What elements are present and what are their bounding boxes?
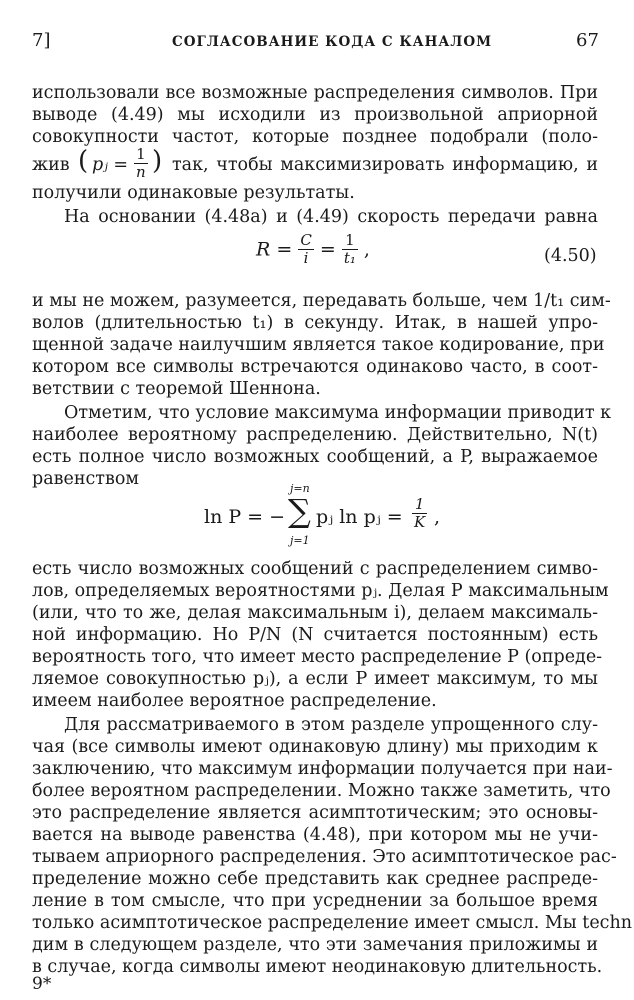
- text-line-with-formula: [32, 146, 598, 180]
- equation-number: (4.50): [544, 246, 597, 266]
- formula-fraction: [134, 146, 148, 181]
- paren-close: ): [152, 146, 163, 176]
- fraction-numerator: 1: [412, 496, 427, 514]
- text-line: лов, определяемых вероятностями pⱼ. Делая P максимальным: [32, 581, 609, 601]
- page-number: 67: [576, 30, 599, 51]
- text-line: щенной задаче наилучшим является такое кодирование, при: [32, 335, 605, 355]
- text-line: котором все символы встречаются одинаково часто, в соот-: [32, 357, 598, 377]
- eq-lhs: ln P = −: [204, 506, 286, 528]
- text-line: ной информацию. Но P/N (N считается постоянным) есть: [32, 625, 598, 645]
- text-line: наиболее вероятному распределению. Действительно, N(t): [32, 425, 598, 445]
- text-line: выводе (4.49) мы исходили из произвольной априорной: [32, 105, 598, 125]
- fraction-numerator: 1: [342, 232, 358, 250]
- text-line: в случае, когда символы имеют неодинаковую длительность.: [32, 957, 603, 977]
- text-line: тываем априорного распределения. Это асимптотическое рас-: [32, 847, 617, 867]
- text-line: вероятность того, что имеет место распределение P (опреде-: [32, 647, 603, 667]
- fraction-numerator: C: [300, 231, 312, 249]
- fraction-denominator: t₁: [343, 249, 356, 267]
- fraction-numerator: 1: [134, 146, 148, 164]
- text-line: имеем наиболее вероятное распределение.: [32, 691, 437, 711]
- fraction-denominator: i: [303, 249, 309, 267]
- text-line: получили одинаковые результаты.: [32, 183, 355, 203]
- text-line: пределение можно себе представить как среднее распреде-: [32, 869, 598, 889]
- text-line: ление в том смысле, что при усреднении за большое время: [32, 891, 598, 911]
- text-line: совокупности частот, которые позднее подобрали (поло-: [32, 127, 598, 147]
- text-line: использовали все возможные распределения символов. При: [32, 83, 598, 103]
- section-number: 7]: [32, 30, 51, 51]
- text-line: более вероятном распределении. Можно также заметить, что: [32, 781, 611, 801]
- fraction-denominator: K: [414, 513, 426, 531]
- text-line: равенством: [32, 469, 139, 489]
- sum-lower-limit: j=1: [290, 534, 310, 547]
- text-line: ляемое совокупностью pⱼ), а если P имеет максимум, то мы: [32, 669, 598, 689]
- eq-sign: =: [319, 238, 336, 261]
- text-line: дим в следующем разделе, что эти замечания приложимы и: [32, 935, 598, 955]
- eq-fraction-1: [298, 232, 313, 267]
- eq-fraction: [412, 496, 427, 531]
- text-line: На основании (4.48а) и (4.49) скорость передачи равна: [64, 207, 598, 227]
- text-line: Отметим, что условие максимума информации приводит к: [64, 403, 612, 423]
- text-line: и мы не можем, разумеется, передавать больше, чем 1/t₁ сим-: [32, 291, 611, 311]
- eq-fraction-2: [342, 232, 358, 267]
- paren-open: (: [78, 146, 89, 176]
- running-title: СОГЛАСОВАНИЕ КОДА С КАНАЛОМ: [172, 34, 493, 50]
- text-line: заключению, что максимум информации получается при наи-: [32, 759, 613, 779]
- eq-comma: ,: [434, 506, 441, 528]
- equation-lnP: [204, 480, 454, 550]
- text-line: (или, что то же, делая максимальным i), делаем максималь-: [32, 603, 598, 623]
- sum-upper-limit: j=n: [290, 482, 310, 495]
- eq-lhs: R =: [256, 238, 293, 261]
- text-line: только асимптотическое распределение имеет смысл. Мы techn: [32, 913, 633, 933]
- formula-lhs: pⱼ =: [92, 155, 129, 175]
- text-line: Для рассматриваемого в этом разделе упрощенного слу-: [64, 715, 598, 735]
- text-line: есть полное число возможных сообщений, а P, выражаемое: [32, 447, 598, 467]
- text-line: волов (длительностью t₁) в секунду. Итак, в нашей упро-: [32, 313, 598, 333]
- text-line: чая (все символы имеют одинаковую длину) мы приходим к: [32, 737, 598, 757]
- equation-4-50: [256, 232, 370, 267]
- text-line: есть число возможных сообщений с распределением симво-: [32, 559, 598, 579]
- fraction-denominator: n: [136, 163, 146, 181]
- eq-comma: ,: [363, 238, 370, 261]
- text-fragment: жив: [32, 155, 70, 175]
- signature-mark: 9*: [32, 974, 52, 994]
- text-line: ветствии с теоремой Шеннона.: [32, 379, 321, 399]
- text-line: вается на выводе равенства (4.48), при котором мы не учи-: [32, 825, 598, 845]
- text-fragment: так, чтобы максимизировать информацию, и: [172, 155, 598, 175]
- eq-body: pⱼ ln pⱼ =: [316, 506, 403, 528]
- text-line: это распределение является асимптотическим; это основы-: [32, 803, 598, 823]
- sum-sign: ∑: [288, 492, 311, 530]
